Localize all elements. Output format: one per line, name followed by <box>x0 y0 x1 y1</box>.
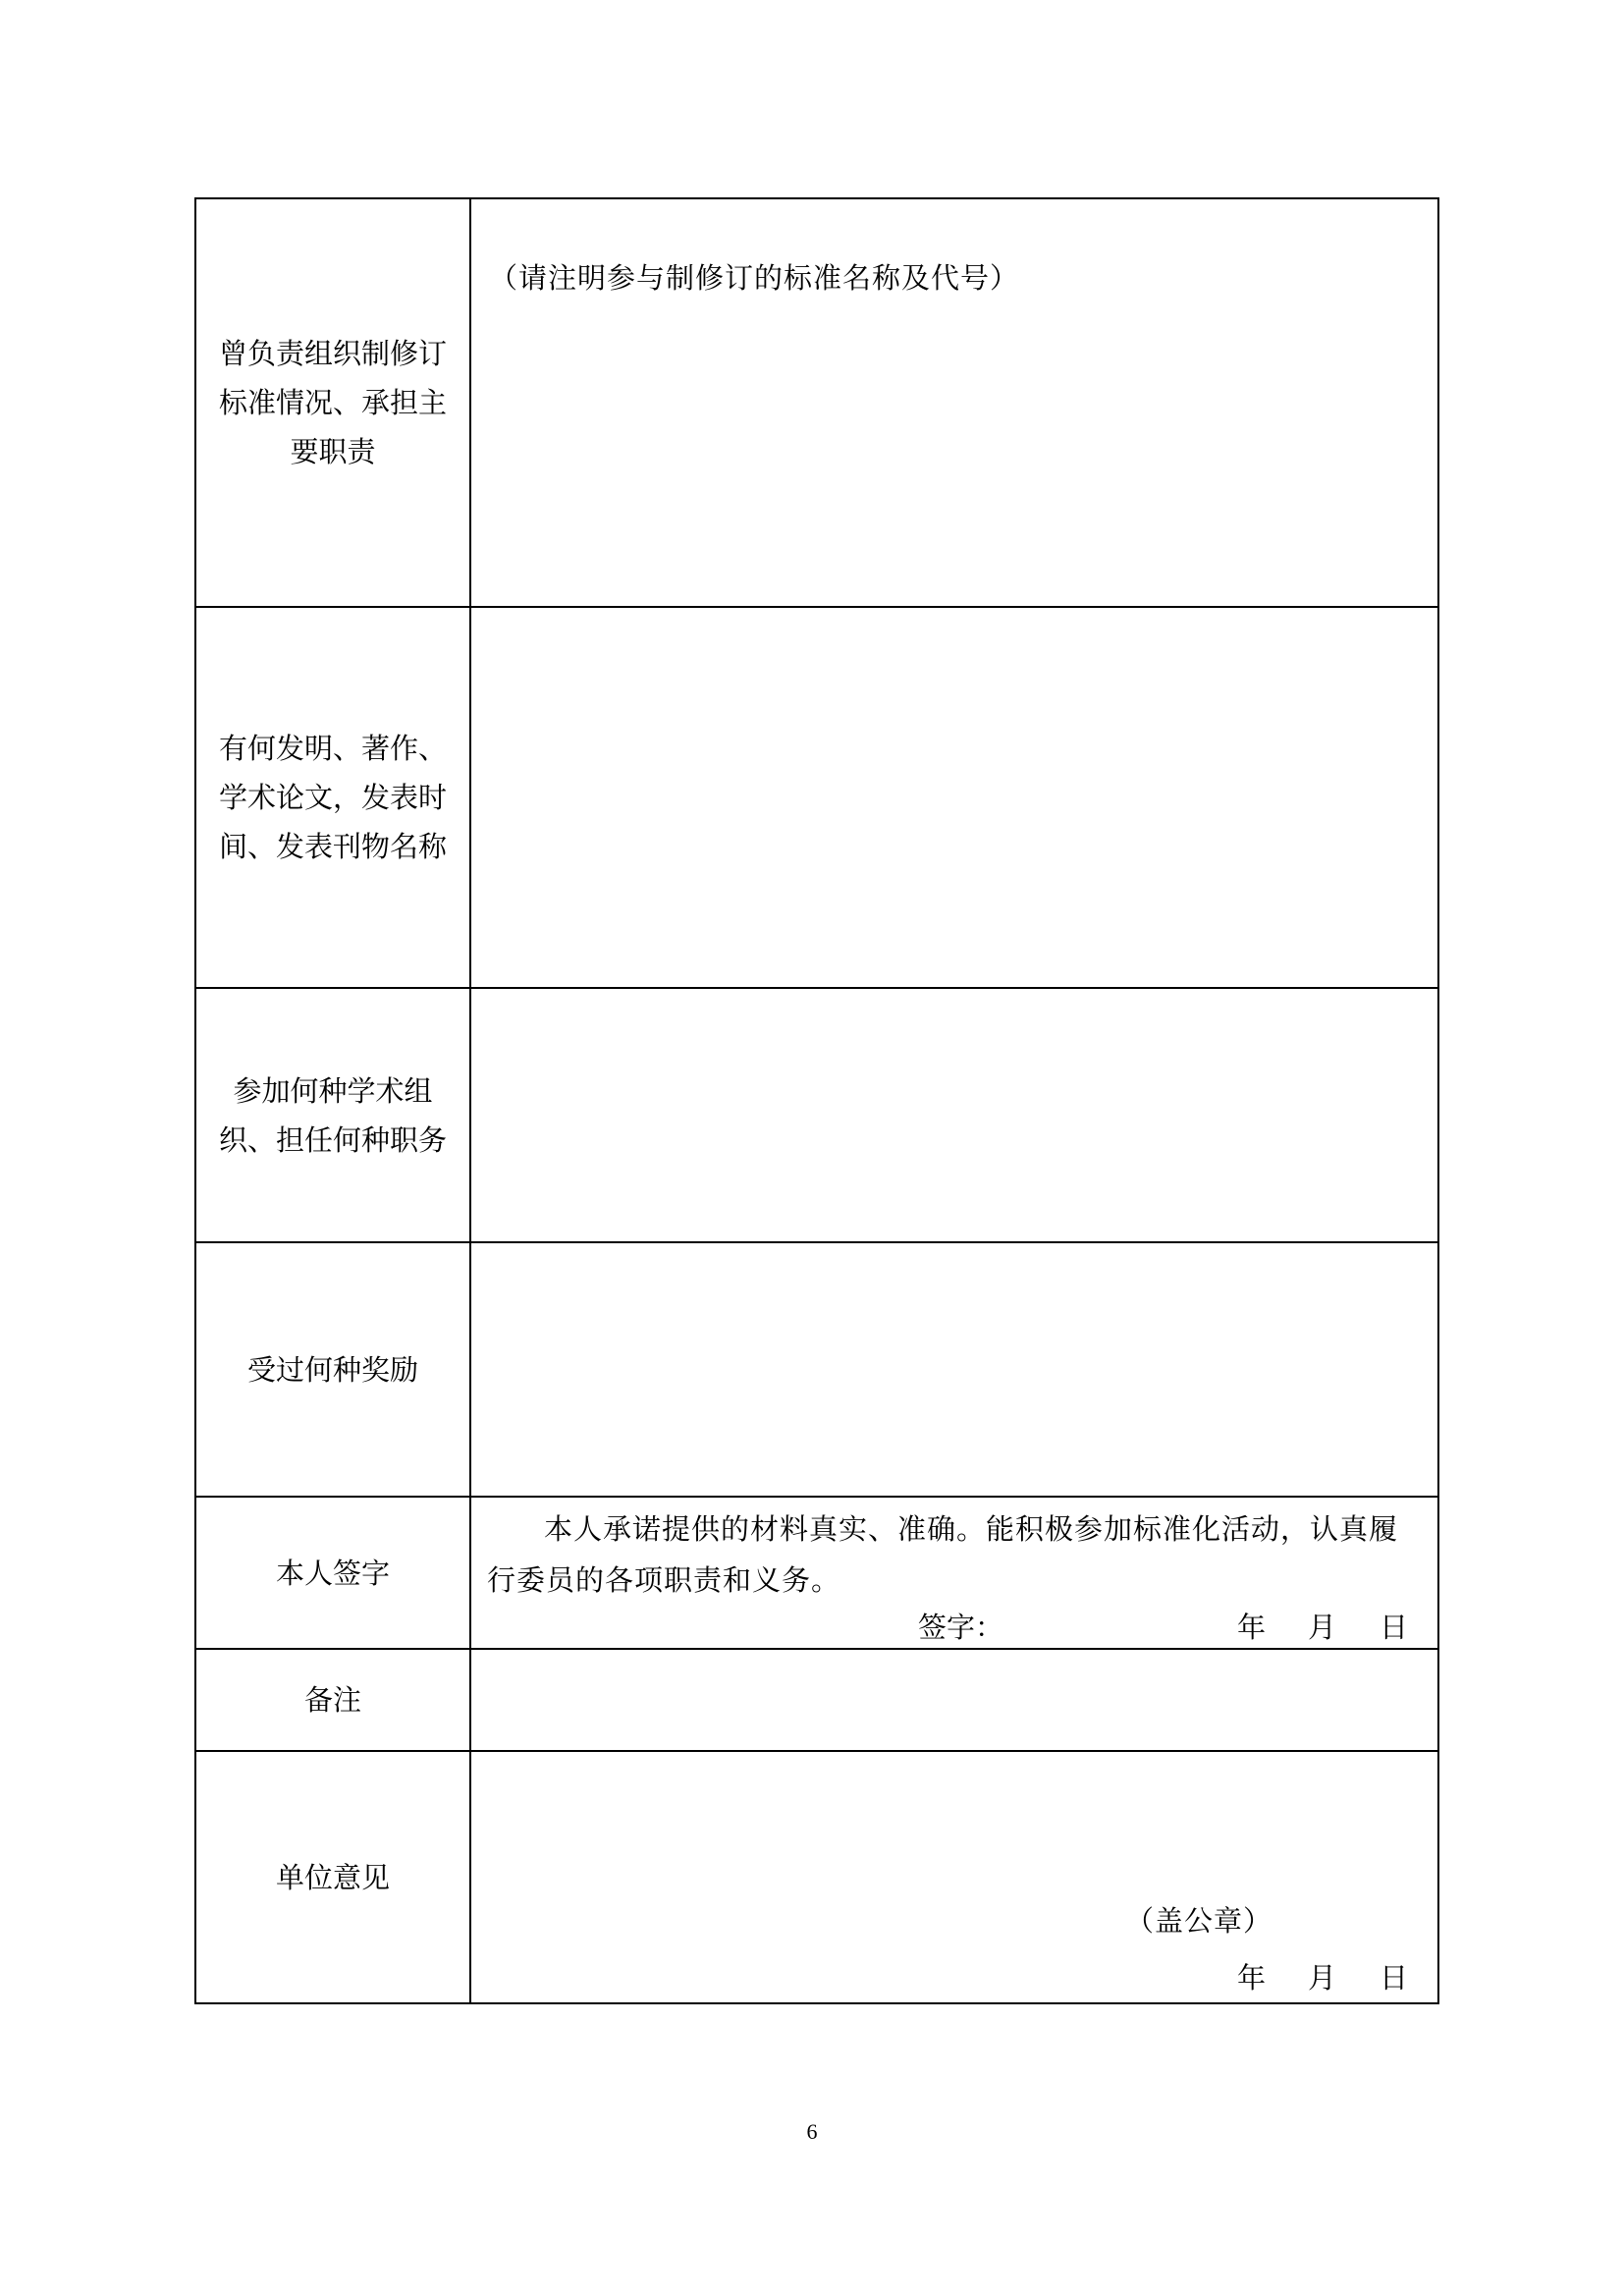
organizations-label-cell <box>195 988 470 1242</box>
row-publications <box>195 607 1438 988</box>
remarks-label-cell <box>195 1649 470 1751</box>
row-unit-opinion <box>195 1751 1438 2003</box>
publications-field[interactable] <box>470 607 1438 988</box>
organizations-label: 参加何种学术组织、担任何种职务 <box>218 1073 447 1157</box>
unit-day-label: 日 <box>1380 1961 1409 1995</box>
member-form-table <box>194 197 1439 2004</box>
sign-label: 签字： <box>918 1611 1004 1644</box>
publications-label-cell <box>195 607 470 988</box>
signature-label: 本人签字 <box>275 1556 390 1590</box>
pledge-text: 本人承诺提供的材料真实、准确。能积极参加标准化活动，认真履行委员的各项职责和义务。 <box>487 1512 1399 1597</box>
signature-year-label: 年 <box>1237 1611 1267 1644</box>
organizations-field[interactable] <box>470 988 1438 1242</box>
row-awards <box>195 1242 1438 1497</box>
official-seal-label: （盖公章） <box>1125 1904 1273 1938</box>
standards-label-cell <box>195 198 470 607</box>
standards-field[interactable] <box>470 198 1438 607</box>
remarks-label: 备注 <box>303 1683 361 1717</box>
page-number: 6 <box>806 2119 818 2144</box>
standards-hint: （请注明参与制修订的标准名称及代号） <box>489 261 1020 295</box>
signature-day-label: 日 <box>1380 1611 1409 1644</box>
row-standards <box>195 198 1438 607</box>
unit-opinion-label: 单位意见 <box>275 1860 390 1894</box>
awards-label-cell <box>195 1242 470 1497</box>
awards-field[interactable] <box>470 1242 1438 1497</box>
row-organizations <box>195 988 1438 1242</box>
unit-opinion-field[interactable] <box>470 1751 1438 2003</box>
standards-label: 曾负责组织制修订标准情况、承担主要职责 <box>218 337 447 468</box>
awards-label: 受过何种奖励 <box>246 1352 418 1387</box>
remarks-field[interactable] <box>470 1649 1438 1751</box>
unit-date-line <box>471 1956 1437 1995</box>
unit-opinion-label-cell <box>195 1751 470 2003</box>
signature-label-cell <box>195 1497 470 1649</box>
signature-field[interactable] <box>470 1497 1438 1649</box>
unit-year-label: 年 <box>1237 1961 1267 1995</box>
row-remarks <box>195 1649 1438 1751</box>
unit-month-label: 月 <box>1308 1961 1337 1995</box>
row-signature <box>195 1497 1438 1649</box>
signature-month-label: 月 <box>1308 1611 1337 1644</box>
publications-label: 有何发明、著作、学术论文，发表时间、发表刊物名称 <box>218 732 447 863</box>
signature-line <box>471 1606 1437 1645</box>
